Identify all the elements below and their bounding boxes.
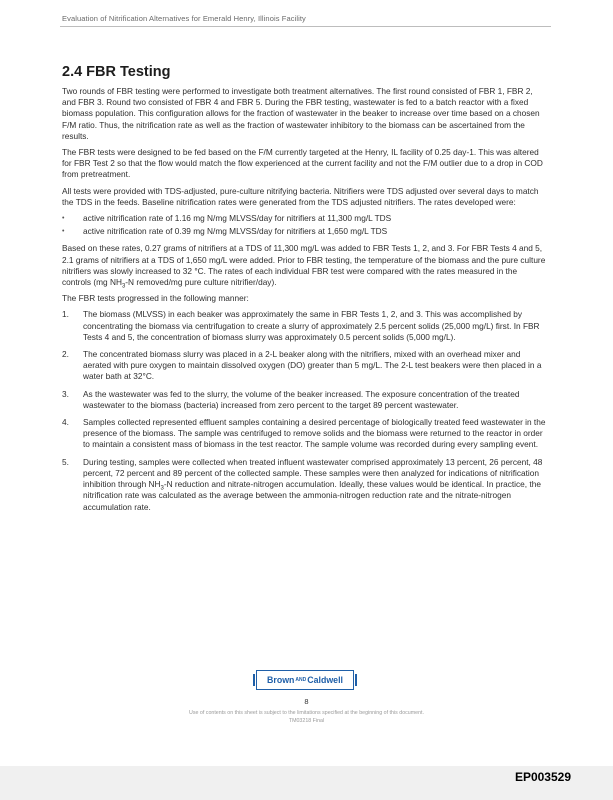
list-item [62,226,546,237]
paragraph-fm-design: The FBR tests were designed to be fed based on the F/M currently targeted at the Henry, IL facility of 0.25 day-1. This was altered for FBR Test 2 so that the flow would match the flow experienced at the current facility and not the F/M outlier due to a drop in COD from pretreatment. [62,147,543,180]
header-divider [60,26,551,27]
list-item-text: active nitrification rate of 1.16 mg N/mg MLVSS/day for nitrifiers at 11,300 mg/L TDS [83,213,392,224]
paragraph-dosing [62,243,546,288]
procedure-steps [62,309,546,512]
list-item [62,457,546,513]
rates-list [62,213,546,237]
paragraph-nitrifiers: All tests were provided with TDS-adjusted, pure-culture nitrifying bacteria. Nitrifiers were TDS adjusted over several days to match the TDS in the feeds. Baseline nitrification rates were generated from the TDS adjusted nitrifiers. The rates developed were: [62,185,539,207]
list-item [62,213,546,224]
paragraph-dosing-text: Based on these rates, 0.27 grams of nitrifiers at a TDS of 11,300 mg/L was added to FBR Tests 1, 2, and 3. For FBR Tests 4 and 5, 2.1 grams of nitrifiers at a TDS of 1,650 mg/L were added. Prior to FBR testing, the temperature of the biomass and the pure culture nitrifiers was slowly increased to 32 °C. The rates of each individual FBR test were compared with the rates measured in the controls (mg NH [62,243,546,288]
bullet-icon: • [62,215,65,223]
step-number: 2. [62,349,69,360]
step-text-part: -N reduction and nitrate-nitrogen accumulation. Ideally, these values would be identical. In practice, the nitrification rate was calculated as the average between the ammonia-nitrogen reduction rate and the nitrate-nitrogen accumulation rate. [83,479,541,512]
step-number: 3. [62,388,69,399]
step-text [83,457,542,512]
list-item [62,417,546,451]
paragraph-intro: Two rounds of FBR testing were performed to investigate both treatment alternatives. The first round consisted of FBR 1, FBR 2, and FBR 3. Round two consisted of FBR 4 and FBR 5. During the FBR testing, wastewater is fed to a batch reactor with a fixed biomass population. This configuration allows for the fraction of wastewater in the beaker to increase over time based on a chosen F/M ratio. Thus, the nitrification rate as well as the fraction of wastewater inhibitory to the biomass can be ascertained from the results. [62,86,540,141]
list-item [62,389,546,411]
disclaimer-line: TM03218 Final [288,717,325,724]
step-text-part: During testing, samples were collected when treated influent wastewater comprised approximately 13 percent, 26 percent, 48 percent, 72 percent and 89 percent of the collected sample. These samples were then analyzed for indications of nitrification inhibition through NH [83,456,543,490]
disclaimer-line: Use of contents on this sheet is subject to the limitations specified at the beginning of this document. [189,710,424,716]
running-header: Evaluation of Nitrification Alternatives for Emerald Henry, Illinois Facility [62,14,306,23]
logo-word-brown: Brown [267,675,295,685]
page-number: 8 [304,697,309,706]
step-text: As the wastewater was fed to the slurry, the volume of the beaker increased. The exposure concentration of the treated wastewater to the biomass (bacteria) increased from zero percent to the target 89 percent wastewater. [83,388,520,410]
subscript: 3 [121,283,126,290]
step-number: 4. [62,417,69,428]
subscript: 3 [160,485,164,492]
list-item [62,349,546,383]
logo-word-caldwell: Caldwell [307,675,343,685]
list-item-text: active nitrification rate of 0.39 mg N/mg MLVSS/day for nitrifiers at 1,650 mg/L TDS [83,226,388,237]
step-text: Samples collected represented effluent samples containing a desired percentage of biologically treated feed wastewater in the presence of the biomass. The sample was centrifuged to remove solids and the biomass were returned to the reactor in order to maintain a consistent mass of biomass in the test reactor. The sample volume was recorded during every sampling event. [83,417,546,450]
paragraph-progression: The FBR tests progressed in the following manner: [62,293,249,304]
step-text: The concentrated biomass slurry was placed in a 2-L beaker along with the nitrifiers, mixed with an overhead mixer and aerated with pure oxygen to maintain dissolved oxygen (DO) greater than 5 mg/L. The 2-L test beakers were then placed in a water bath at 32°C. [83,349,542,382]
footer-disclaimer [0,710,613,725]
logo-bar-right [355,674,357,686]
paragraph-dosing-tail: -N removed/mg pure culture nitrifier/day). [125,277,277,288]
logo-bar-left [253,674,255,686]
step-text: The biomass (MLVSS) in each beaker was approximately the same in FBR Tests 1, 2, and 3. This was accomplished by concentrating the biomass via centrifugation to create a slurry of approximately 2.5 percent solids (25,000 mg/L) first. In FBR Tests 4 and 5, the concentration of biomass slurry was approximately 0.5 percent solids (5,000 mg/L). [83,309,540,342]
section-body [62,86,546,519]
step-number: 1. [62,309,69,320]
brown-and-caldwell-logo [256,670,354,690]
list-item [62,309,546,343]
step-number: 5. [62,456,69,467]
section-title: 2.4 FBR Testing [62,64,171,80]
document-id-stamp: EP003529 [514,770,571,784]
logo-word-and: AND [295,677,307,683]
bullet-icon: • [62,228,65,236]
